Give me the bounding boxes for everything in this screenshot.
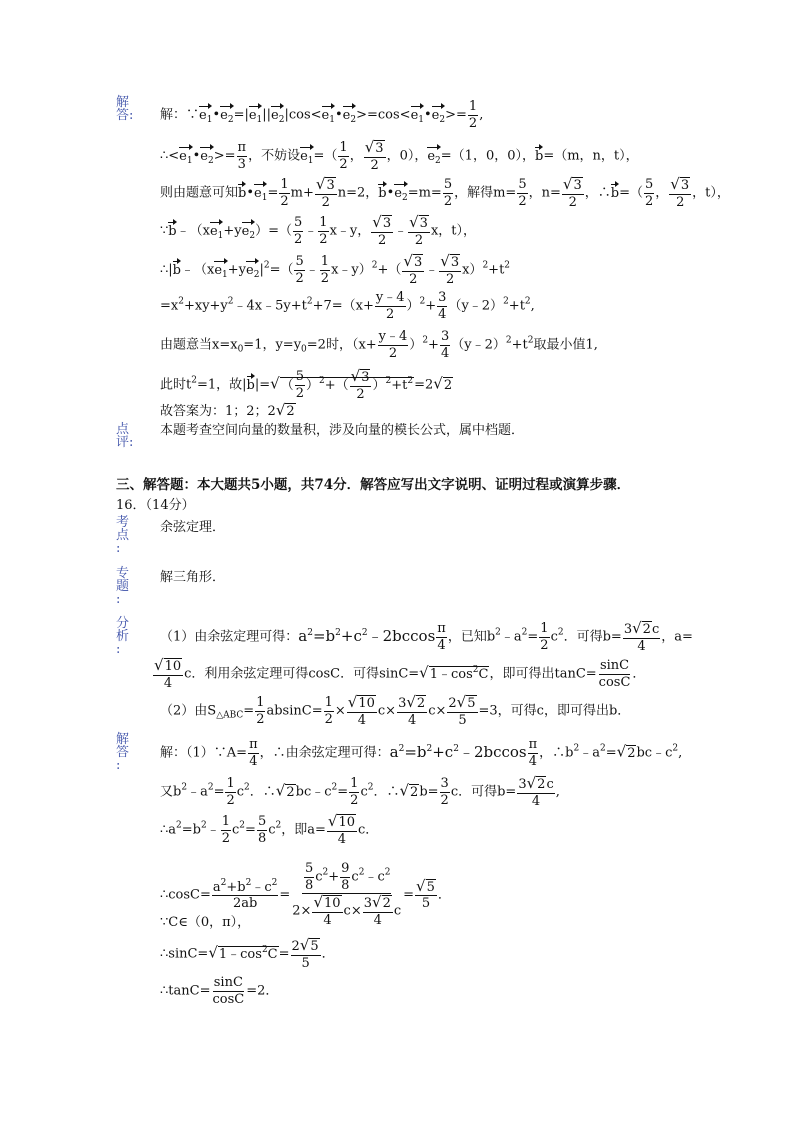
p16-tan-lead: ∴tanC=: [160, 983, 211, 999]
p16-solution-1: 解：（1）∵A= $\frac{\pi}{4}$ ，∴由余弦定理可得：$a^2=b^2+c^2﹣2bccos$ $\frac{\pi}{4}$ ，$\therefore b^2﹣a^2=√2bc﹣c^2$,: [160, 737, 683, 769]
p15-answer-text: 故答案为：1；2；2: [160, 404, 276, 419]
label-solution: 解 答:: [116, 95, 134, 123]
p16-solution-2: 又$b^2﹣a^2=$ $\frac{1}{2}$ $c^2$．$\therefore√2bc﹣c^2=$ $\frac{1}{2}$ $c^2$．∴√2b= $\frac{3}{2}$ c．可得b= $\frac{3√2c}{4}$ ,: [160, 774, 560, 809]
label-key-point: 考 点 :: [116, 515, 130, 556]
p15-line-7: 由题意当$x=x_0=1$，$y=y_0=2$时，（x+ $\frac{y﹣4}{2}$ ）$^2$+ $\frac{3}{4}$ $(y﹣2)^2+t^2$取最小值1,: [160, 329, 598, 361]
p16-f1-lead: （1）由余弦定理可得：: [160, 629, 299, 645]
p16-sin-lead: ∴sinC=: [160, 946, 209, 962]
label-topic: 专 题 :: [116, 566, 130, 607]
label-comment: 点 评:: [116, 422, 134, 450]
p15-comment: 本题考查空间向量的数量积，涉及向量的模长公式，属中档题．: [160, 423, 525, 438]
problem-16-number: 16．（14分）: [116, 498, 195, 513]
p16-tan-val: =2．: [246, 983, 279, 999]
p16-solution-tan: ∴tanC= $\frac{\sin C}{\cos C}$ =2．: [160, 975, 279, 1007]
section-3-heading: 三、解答题：本大题共5小题，共74分．解答应写出文字说明、证明过程或演算步骤．: [116, 477, 631, 493]
p15-line-2: $\therefore<e_1•e_2>=$ $\frac{\pi}{3}$ ，不妨设$e_1=$（ $\frac{1}{2}$ ， $\frac{√3}{2}$ ，0），$e_2=(1$，0，0），b=（m，n，t），: [160, 138, 639, 173]
p16-solution-sin: $\therefore\sin C=√1﹣\cos^2C=$ $\frac{2√5}{5}$ ．: [160, 936, 335, 971]
p16-f3-tail: =3，可得c，即可得出b．: [478, 703, 631, 719]
p16-f2-text: c．利用余弦定理可得cosC．可得sinC=: [184, 666, 420, 682]
p16-topic: 解三角形．: [160, 570, 226, 585]
p15-l3-solve: ，解得m=: [454, 185, 517, 201]
p16-solution-3: $\therefore a^2=b^2﹣$ $\frac{1}{2}$ $c^2=$ $\frac{5}{8}$ $c^2$，即a= $\frac{√10}{4}$ c．: [160, 812, 379, 847]
p16-s2-lead: 又b: [160, 784, 182, 800]
label-solution-16: 解 答 :: [116, 732, 130, 773]
p15-line-6: $=x^2+xy+y^2﹣4x﹣5y+t^2+7=(x+$ $\frac{y﹣4}{2}$ ）$^2$+ $\frac{3}{4}$ $(y﹣2)^2+t^2$,: [160, 290, 535, 322]
p16-solution-c-range: ∵C∈（0，π），: [160, 915, 251, 930]
p16-solution-cos: ∴cosC= $\frac{a^2+b^2﹣c^2}{2ab}$ = $\frac{5}{8}$ $c^2+$ $\frac{9}{8}$ $c^2﹣c^2$ 2× $\frac{√10}{4}$ c× $\frac{3√2}{4}$ c = $\frac{√5}{5}$ ．: [160, 861, 451, 929]
p16-analysis-2: $\frac{√10}{4}$ c．利用余弦定理可得cosC．可得$\sin C=√1﹣\cos^2C$，即可得出tanC= $\frac{\sin C}{\cos C}$ ．: [154, 656, 646, 691]
p16-f2-then: ，即可得出tanC=: [489, 666, 597, 682]
p16-f1-known: ，已知b: [447, 629, 496, 645]
p16-f3-lead: （2）由S: [160, 703, 217, 719]
p16-analysis-1: （1）由余弦定理可得：$a^2=b^2+c^2﹣2bccos$ $\frac{\pi}{4}$ ，已知$b^2﹣a^2=$ $\frac{1}{2}$ $c^2$．可得b= $\frac{3√2c}{4}$ ，a=: [160, 619, 693, 654]
p16-f1-get: 可得b=: [576, 629, 622, 645]
p15-l2-text: ，不妨设: [248, 148, 301, 164]
p15-l3-lead: 则由题意可知: [160, 185, 239, 201]
p16-cos-lead: ∴cosC=: [160, 887, 211, 903]
p15-line-4: $\because b﹣(xe_1+ye_2)=$（ $\frac{5}{2}$ ﹣ $\frac{1}{2}$ x﹣y， $\frac{√3}{2}$ ﹣ $\frac{√3}{2}$ x，t），: [160, 213, 477, 248]
p16-s1-mid: ，∴由余弦定理可得：: [259, 745, 390, 761]
label-analysis: 分 析 :: [116, 616, 130, 657]
p15-line-3: 则由题意可知$b•e_1=$ $\frac{1}{2}$ m+ $\frac{√3}{2}$ n=2，$b•e_2=m=$ $\frac{5}{2}$ ，解得m= $\frac{5}{2}$ ，n= $\frac{√3}{2}$ ，∴b=（ $\frac{5}{2}$ ， $\frac{√3}{2}$ ，t），: [160, 175, 730, 210]
p16-analysis-3: （2）由$S_{\triangle ABC}=$ $\frac{1}{2}$ absinC= $\frac{1}{2}$ × $\frac{√10}{4}$ c× $\frac{3√2}{4}$ c× $\frac{2√5}{5}$ =3，可得c，即可得出b．: [160, 693, 631, 728]
p16-key-point: 余弦定理．: [160, 520, 226, 535]
p15-l1-prefix: 解：∵: [160, 107, 200, 123]
p15-line-5: $\therefore|b﹣(xe_1+ye_2|^2=$（ $\frac{5}{2}$ ﹣ $\frac{1}{2}$ x﹣y）$^2$+（ $\frac{√3}{2}$ ﹣ $\frac{√3}{2}$ $x)^2+t^2$: [160, 252, 511, 287]
p16-s1-lead: 解：（1）∵A=: [160, 745, 248, 761]
p15-line-1: 解：$\because e_1•e_2=|e_1||e_2|\cos<e_1•e_2>=\cos<e_1•e_2>=$ $\frac{1}{2}$ ,: [160, 99, 484, 131]
p15-line-8: 此时$t^2=1$，故|b|=√（ $\frac{5}{2}$ ）$^2$+（ $\frac{√3}{2}$ ）$^2+t^2=2√2$: [160, 367, 453, 402]
p15-answer: 故答案为：1；2；2√2: [160, 401, 295, 419]
